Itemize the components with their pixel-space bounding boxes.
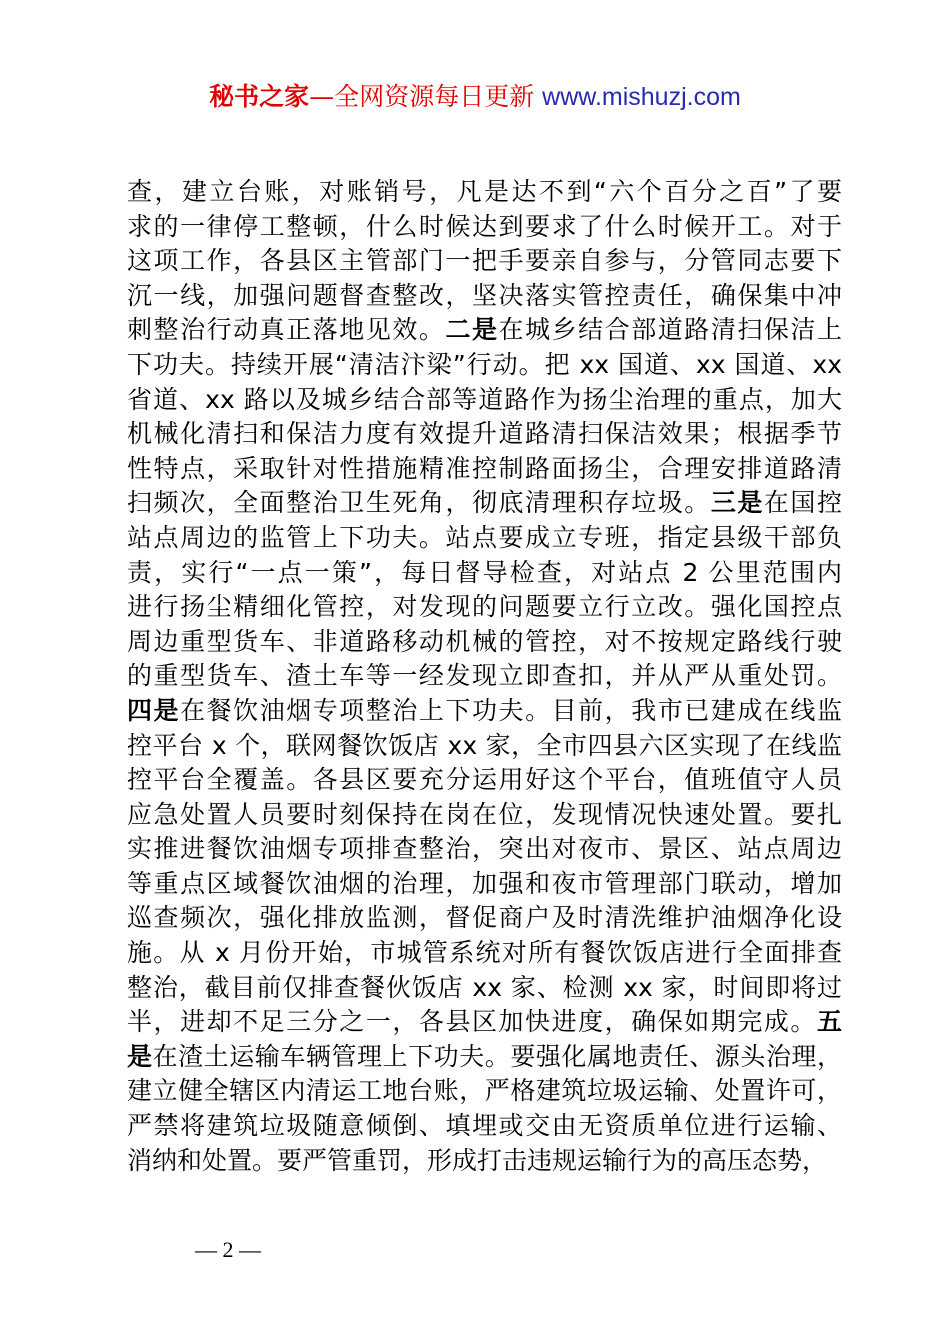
text-line xyxy=(127,348,842,383)
text-segment: 消纳和处置。要严管重罚，形成打击违规运输行为的高压态势， xyxy=(127,1145,828,1175)
text-segment: 在城乡结合部道路清扫保洁上 xyxy=(498,315,842,345)
text-segment: 实推进餐饮油烟专项排查整治，突出对夜市、景区、站点周边 xyxy=(127,834,842,864)
text-line xyxy=(127,694,842,729)
brand-slogan: —全网资源每日更新 xyxy=(309,82,535,111)
text-segment: 在餐饮油烟专项整治上下功夫。目前，我市已建成在线监 xyxy=(180,695,842,725)
text-segment: 查，建立台账，对账销号，凡是达不到“六个百分之百”了要 xyxy=(127,177,842,206)
text-segment: 严禁将建筑垃圾随意倾倒、填埋或交由无资质单位进行运输、 xyxy=(127,1111,842,1141)
text-segment: 责，实行“一点一策”，每日督导检查，对站点 2 公里范围内 xyxy=(127,557,842,587)
text-line xyxy=(127,556,842,591)
text-line xyxy=(127,729,842,764)
text-line xyxy=(127,832,842,867)
text-segment: 机械化清扫和保洁力度有效提升道路清扫保洁效果；根据季节 xyxy=(127,419,842,449)
text-line xyxy=(127,452,842,487)
text-segment: 省道、xx 路以及城乡结合部等道路作为扬尘治理的重点，加大 xyxy=(127,384,842,414)
text-segment: 刺整治行动真正落地见效。 xyxy=(127,315,446,345)
text-segment: 站点周边的监管上下功夫。站点要成立专班，指定县级干部负 xyxy=(127,522,842,552)
text-segment: 等重点区域餐饮油烟的治理，加强和夜市管理部门联动，增加 xyxy=(127,868,842,898)
text-segment: 性特点，采取针对性措施精准控制路面扬尘，合理安排道路清 xyxy=(127,453,842,483)
text-segment: 下功夫。持续开展“清洁汴梁”行动。把 xx 国道、xx 国道、xx xyxy=(127,349,842,379)
text-segment: 应急处置人员要时刻保持在岗在位，发现情况快速处置。要扎 xyxy=(127,799,842,829)
text-line xyxy=(127,279,842,314)
text-line xyxy=(127,971,842,1006)
text-line xyxy=(127,383,842,418)
text-line xyxy=(127,244,842,279)
text-line xyxy=(127,210,842,245)
text-line xyxy=(127,867,842,902)
bold-keyword: 五 xyxy=(816,1007,842,1037)
text-segment: 扫频次，全面整治卫生死角，彻底清理积存垃圾。 xyxy=(127,488,711,518)
text-segment: 进行扬尘精细化管控，对发现的问题要立行立改。强化国控点 xyxy=(127,592,842,622)
brand-name: 秘书之家 xyxy=(209,82,310,111)
text-segment: 在国控 xyxy=(763,488,842,518)
bold-keyword: 三是 xyxy=(710,488,764,518)
bold-keyword: 是 xyxy=(127,1041,153,1071)
site-banner xyxy=(0,80,950,114)
text-line xyxy=(127,175,842,210)
text-line xyxy=(127,313,842,348)
text-segment: 整治，截目前仅排查餐伙饭店 xx 家、检测 xx 家，时间即将过 xyxy=(127,972,842,1002)
text-line xyxy=(127,1074,842,1109)
text-line xyxy=(127,798,842,833)
bold-keyword: 四是 xyxy=(127,695,181,725)
text-segment: 施。从 x 月份开始，市城管系统对所有餐饮饭店进行全面排查 xyxy=(127,938,842,968)
text-line xyxy=(127,763,842,798)
text-line xyxy=(127,521,842,556)
text-line xyxy=(127,1040,842,1075)
text-segment: 巡查频次，强化排放监测，督促商户及时清洗维护油烟净化设 xyxy=(127,903,842,933)
text-segment: 求的一律停工整顿，什么时候达到要求了什么时候开工。对于 xyxy=(127,211,842,241)
text-segment: 控平台全覆盖。各县区要充分运用好这个平台，值班值守人员 xyxy=(127,765,842,795)
text-line xyxy=(127,901,842,936)
text-segment: 的重型货车、渣土车等一经发现立即查扣，并从严从重处罚。 xyxy=(127,661,842,691)
page-number: — 2 — xyxy=(195,1237,261,1262)
text-segment: 控平台 x 个，联网餐饮饭店 xx 家，全市四县六区实现了在线监 xyxy=(127,730,842,760)
text-line xyxy=(127,1005,842,1040)
text-segment: 沉一线，加强问题督查整改，坚决落实管控责任，确保集中冲 xyxy=(127,280,842,310)
text-segment: 半，进却不足三分之一，各县区加快进度，确保如期完成。 xyxy=(127,1007,817,1037)
text-segment: 这项工作，各县区主管部门一把手要亲自参与，分管同志要下 xyxy=(127,246,842,276)
text-line xyxy=(127,1144,842,1179)
text-line xyxy=(127,1109,842,1144)
text-line xyxy=(127,659,842,694)
text-segment: 在渣土运输车辆管理上下功夫。要强化属地责任、源头治理， xyxy=(152,1041,842,1071)
text-line xyxy=(127,625,842,660)
site-url-link[interactable]: www.mishuzj.com xyxy=(542,83,741,111)
bold-keyword: 二是 xyxy=(445,315,499,345)
text-segment: 周边重型货车、非道路移动机械的管控，对不按规定路线行驶 xyxy=(127,626,842,656)
text-line xyxy=(127,486,842,521)
text-line xyxy=(127,417,842,452)
text-segment: 建立健全辖区内清运工地台账，严格建筑垃圾运输、处置许可， xyxy=(127,1076,842,1106)
text-line xyxy=(127,936,842,971)
document-body xyxy=(127,175,842,1178)
text-line xyxy=(127,590,842,625)
